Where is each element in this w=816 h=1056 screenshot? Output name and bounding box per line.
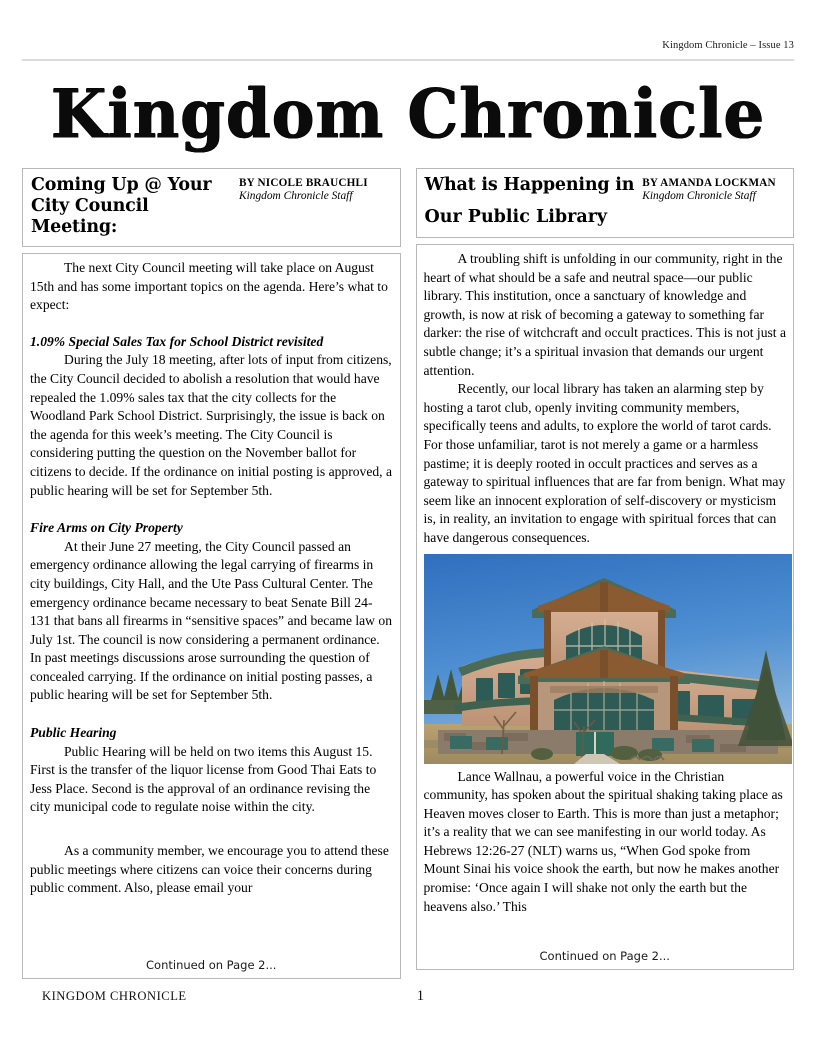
right-headline-line1: What is Happening in <box>424 175 635 195</box>
library-photo-illustration <box>424 554 792 764</box>
left-lead-paragraph: The next City Council meeting will take place on August 15th and has some important topics on the agenda. Here’s what to expect: <box>30 260 388 313</box>
right-paragraph-3: Lance Wallnau, a powerful voice in the Christian community, has spoken about the spiritual shaking taking place as Heaven moves closer to Earth. This is more than just a metaphor; it’s a reality that we can see manifesting in our world today. As Hebrews 12:26-27 (NLT) warns us, “When God spoke from Mount Sinai his voice shook the earth, but now he makes another promise: ‘Once again I will shake not only the earth but the heavens also.’ This <box>423 768 783 914</box>
spacer <box>30 315 393 333</box>
right-byline-name: BY AMANDA LOCKMAN <box>642 177 776 189</box>
masthead-title <box>22 74 794 155</box>
left-continued-label: Continued on Page 2... <box>146 958 277 972</box>
spacer <box>30 817 393 842</box>
left-paragraph-3: Public Hearing will be held on two items this August 15. First is the transfer of the liquor license from Good Thai Eats to Jess Place. Second is the approval of an ordinance revising the city municipal code to regulate noise within the city. <box>30 743 377 815</box>
right-paragraph-2: Recently, our local library has taken an alarming step by hosting a tarot club, openly inviting community members, specifically teens and adults, to explore the world of tarot cards. For those unfamiliar, tarot is not merely a game or a harmless pastime; it is deeply rooted in occult practices and serves as a gateway to spiritual influences that are far from benign. What may seem like an innocent exploration of self-discovery or mysticism is, in reality, an invitation to engage with spiritual forces that can have dangerous consequences. <box>423 381 786 545</box>
page-footer <box>22 988 794 1005</box>
left-paragraph-1: During the July 18 meeting, after lots of input from citizens, the City Council decided to abolish a resolution that would have repealed the 1.09% sales tax that the city collects for the Woodland Park School District. Surprisingly, the issue is back on the agenda for this week’s meeting. The City Council is considering putting the question on the November ballot for citizens to decide. If the ordinance on initial posting is approved, a public hearing will be set for September 5th. <box>30 352 393 498</box>
right-byline-org: Kingdom Chronicle Staff <box>642 190 756 202</box>
left-headline-line1: Coming Up @ Your <box>31 175 212 195</box>
library-building-photo <box>424 554 792 764</box>
spacer <box>30 705 393 724</box>
column-right <box>416 168 795 979</box>
column-left <box>22 168 401 979</box>
left-byline-name: BY NICOLE BRAUCHLI <box>239 177 368 189</box>
left-subhead-2: Fire Arms on City Property <box>30 520 183 536</box>
right-body-box <box>416 244 795 970</box>
footer-page-number: 1 <box>416 988 425 1004</box>
right-headline-box <box>416 168 795 238</box>
right-continued-label: Continued on Page 2... <box>539 949 670 963</box>
right-headline-line2: Our Public Library <box>424 207 608 227</box>
left-paragraph-4: As a community member, we encourage you to attend these public meetings where citizens can voice their concerns during public comment. Also, please email your <box>30 843 389 896</box>
header-rule <box>22 59 794 61</box>
left-subhead-1: 1.09% Special Sales Tax for School District revisited <box>30 333 324 349</box>
left-headline-box <box>22 168 401 247</box>
column-grid <box>22 168 794 979</box>
left-subhead-3: Public Hearing <box>30 725 117 741</box>
right-byline <box>642 175 785 203</box>
left-byline-org: Kingdom Chronicle Staff <box>239 190 353 202</box>
left-headline-line2: City Council Meeting: <box>31 196 149 237</box>
footer-title: KINGDOM CHRONICLE <box>42 989 187 1003</box>
left-byline <box>239 175 392 203</box>
right-paragraph-1: A troubling shift is unfolding in our community, right in the heart of what should be a safe and neutral space—our public library. This institution, once a sanctuary of knowledge and growth, is now at risk of becoming a gateway to something far darker: the rise of witchcraft and occult practices. This is not just a subtle change; it’s a spiritual invasion that demands our urgent attention. <box>423 251 787 378</box>
left-body-box <box>22 253 401 979</box>
running-head: Kingdom Chronicle – Issue 13 <box>662 40 794 51</box>
masthead-text: Kingdom Chronicle <box>50 74 766 155</box>
left-headline <box>31 175 231 238</box>
left-paragraph-2: At their June 27 meeting, the City Council passed an emergency ordinance allowing the legal carrying of firearms in city buildings, City Hall, and the Ute Pass Cultural Center. The emergency ordinance became necessary to beat Senate Bill 24-131 that bans all firearms in “sensitive spaces” and became law on July 1st. The council is now considering a permanent ordinance. In past meetings discussions arose surrounding the question of concealed carrying. If the ordinance on initial posting passes, a public hearing will be set for September 5th. <box>30 538 392 703</box>
spacer <box>30 500 393 519</box>
